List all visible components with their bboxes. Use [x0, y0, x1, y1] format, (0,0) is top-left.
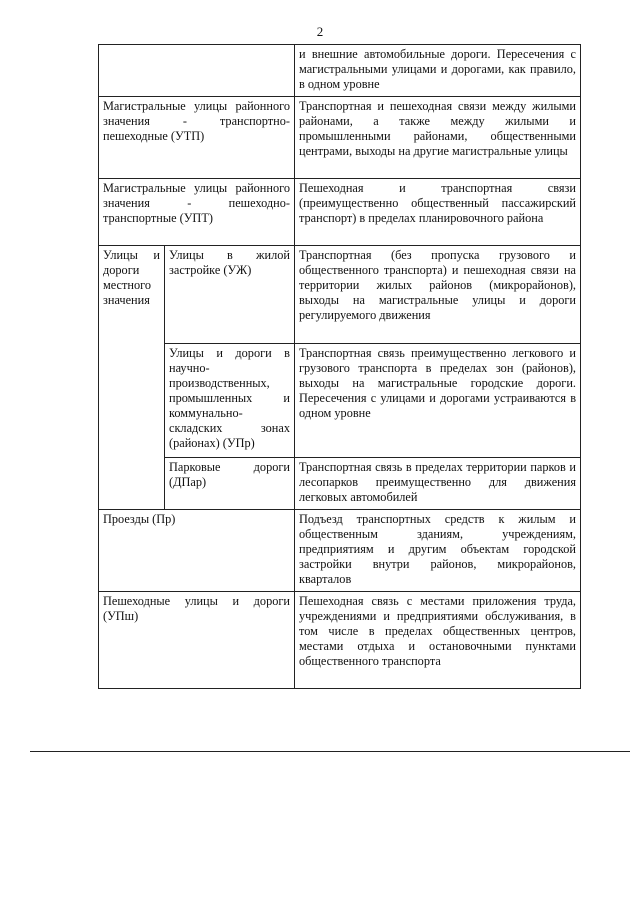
table-row	[99, 246, 581, 344]
subcategory-cell: Парковые дороги (ДПар)	[165, 458, 295, 510]
table-row	[99, 458, 581, 510]
category-cell: Магистральные улицы районного значения - транспортно-пешеходные (УТП)	[99, 97, 295, 179]
purpose-cell: и внешние автомобильные дороги. Пересечения с магистральными улицами и дорогами, как правило, в одном уровне	[295, 45, 581, 97]
footer-divider	[30, 751, 630, 752]
purpose-cell: Транспортная связь в пределах территории парков и лесопарков преимущественно для движения легковых автомобилей	[295, 458, 581, 510]
table-row	[99, 179, 581, 246]
table-row	[99, 97, 581, 179]
table-row	[99, 592, 581, 689]
table-row	[99, 510, 581, 592]
purpose-cell: Пешеходная и транспортная связи (преимущественно общественный пассажирский транспорт) в пределах планировочного района	[295, 179, 581, 246]
table-row	[99, 45, 581, 97]
category-cell: Магистральные улицы районного значения - пешеходно-транспортные (УПТ)	[99, 179, 295, 246]
subcategory-cell: Улицы и дороги в научно-производственных, промышленных и коммунально-складских зонах (районах) (УПр)	[165, 344, 295, 458]
group-cell: Улицы и дороги местного значения	[99, 246, 165, 510]
table-row	[99, 344, 581, 458]
page-number: 2	[316, 24, 324, 39]
category-cell	[99, 45, 295, 97]
purpose-cell: Пешеходная связь с местами приложения труда, учреждениями и предприятиями обслуживания, в том числе в пределах общественных центров, местами отдыха и остановочными пунктами общественного транспорта	[295, 592, 581, 689]
purpose-cell: Подъезд транспортных средств к жилым и общественным зданиям, учреждениям, предприятиям и другим объектам городской застройки внутри районов, микрорайонов, кварталов	[295, 510, 581, 592]
purpose-cell: Транспортная связь преимущественно легкового и грузового транспорта в пределах зон (районов), выходы на магистральные городские дороги. Пересечения с улицами и дорогами устраиваются в одном уровне	[295, 344, 581, 458]
street-classification-table	[98, 44, 581, 689]
category-cell: Проезды (Пр)	[99, 510, 295, 592]
purpose-cell: Транспортная и пешеходная связи между жилыми районами, а также между жилыми и промышленными районами, общественными центрами, выходы на другие магистральные улицы	[295, 97, 581, 179]
category-cell: Пешеходные улицы и дороги (УПш)	[99, 592, 295, 689]
subcategory-cell: Улицы в жилой застройке (УЖ)	[165, 246, 295, 344]
purpose-cell: Транспортная (без пропуска грузового и общественного транспорта) и пешеходная связи на территории жилых районов (микрорайонов), выходы на магистральные улицы и дороги регулируемого движения	[295, 246, 581, 344]
